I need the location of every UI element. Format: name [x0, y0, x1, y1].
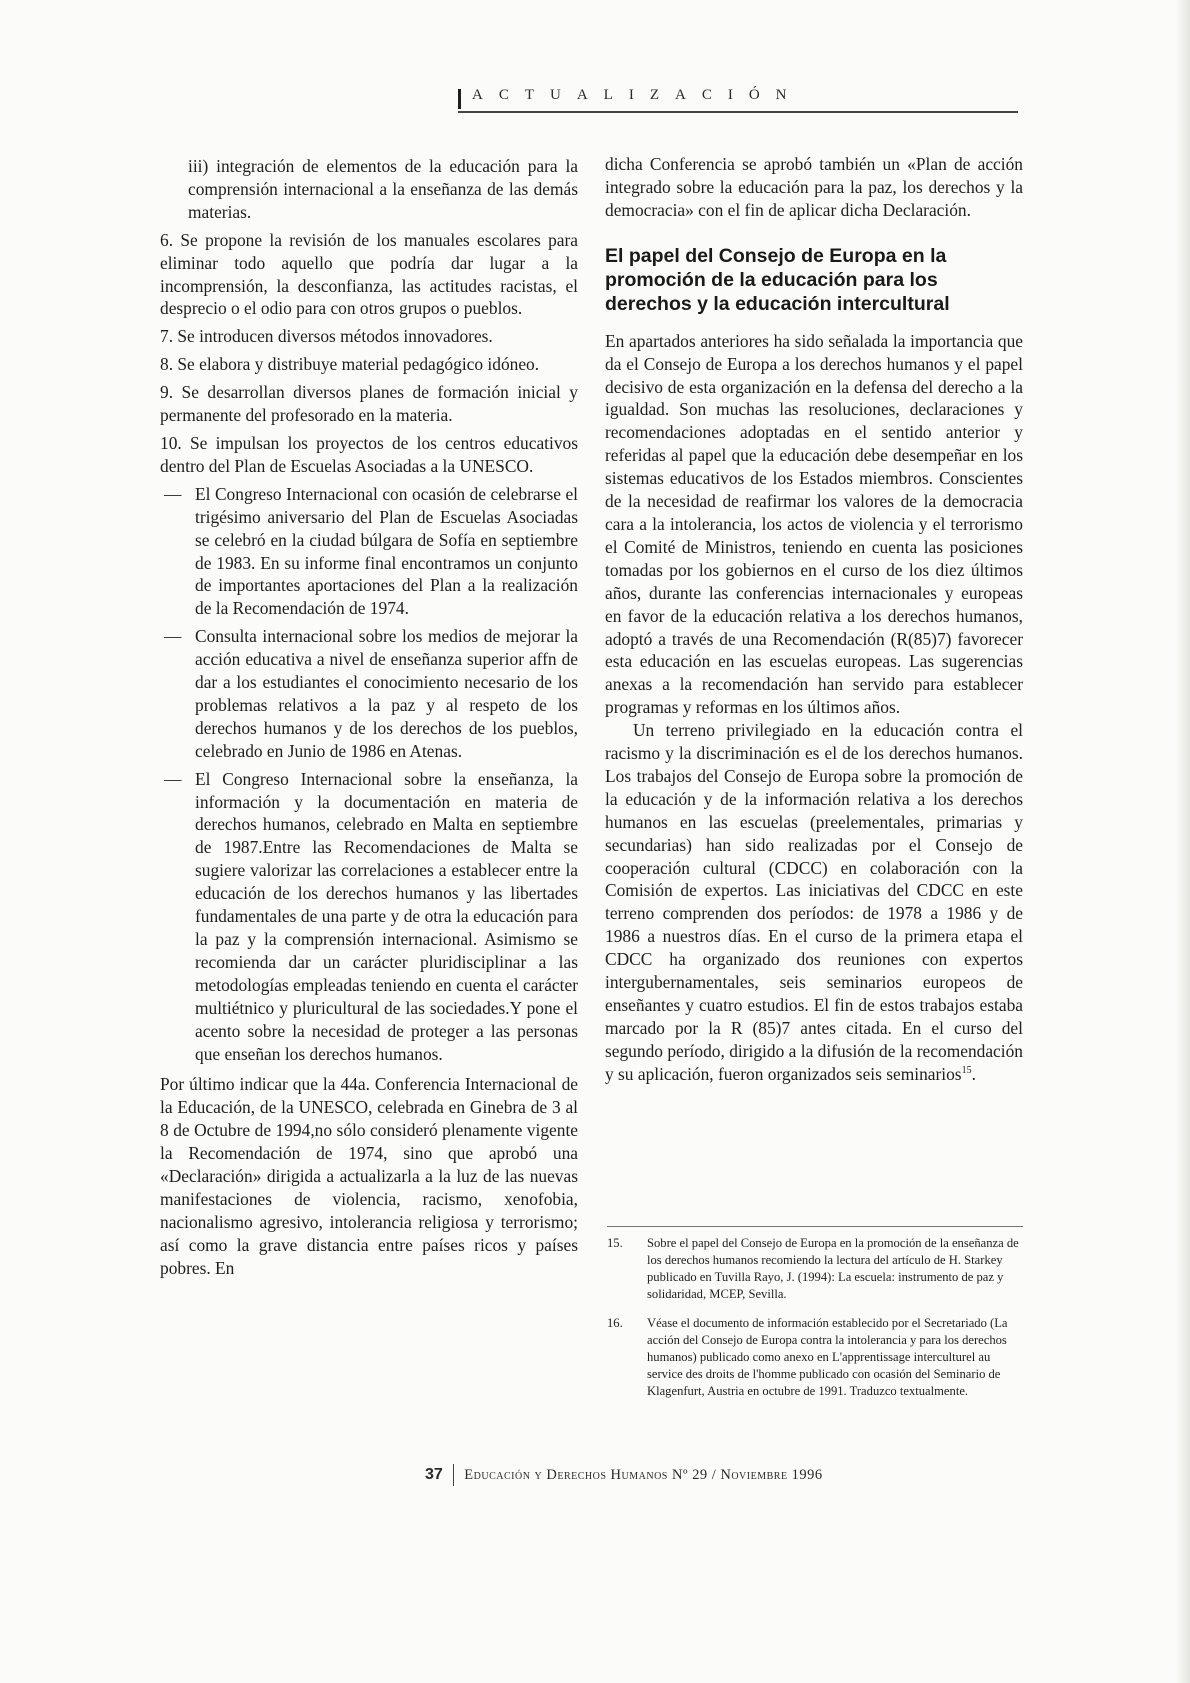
footnote-number: 15. [607, 1236, 623, 1250]
publication-info: Educación y Derechos Humanos Nº 29 / Noviembre 1996 [464, 1467, 823, 1483]
footnote-text: Sobre el papel del Consejo de Europa en la promoción de la enseñanza de los derechos humanos recomiendo la lectura del artículo de H. Starkey publicado en Tuvilla Rayo, J. (1994): La escuela: instrumento de paz y solidaridad, MCEP, Sevilla. [647, 1236, 1019, 1301]
footnote-15 [607, 1235, 1023, 1303]
dash-item-sofia: — El Congreso Internacional con ocasión de celebrarse el trigésimo aniversario del Plan de Escuelas Asociadas se celebró en la ciudad búlgara de Sofía en septiembre de 1983. En su informe final encontramos un conjunto de importantes aportaciones del Plan a la realización de la Recomendación de 1974. [160, 483, 578, 620]
dash-item-atenas: — Consulta internacional sobre los medios de mejorar la acción educativa a nivel de enseñanza superior affn de dar a los estudiantes el conocimiento necesario de los problemas relativos a la paz y al respeto de los derechos humanos y de los derechos de los pueblos, celebrado en Junio de 1986 en Atenas. [160, 625, 578, 762]
footnote-text: Véase el documento de información establecido por el Secretariado (La acción del Consejo de Europa contra la intolerancia y para los derechos humanos) publicado como anexo en L'apprentissage interculturel au service des droits de l'homme publicado con ocasión del Seminario de Klagenfurt, Austria en octubre de 1991. Traduzco textualmente. [647, 1316, 1008, 1398]
header-title: ACTUALIZACIÓN [472, 87, 803, 103]
left-column [160, 155, 578, 1280]
page-footer [425, 1462, 985, 1488]
numbered-item-6: 6. Se propone la revisión de los manuales escolares para eliminar todo aquello que podría dar lugar a la incomprensión, la desconfianza, las actitudes racistas, el desprecio o el odio para con otros grupos o pueblos. [160, 229, 578, 319]
footer-separator [453, 1464, 455, 1486]
header-bar [458, 89, 461, 109]
closing-paragraph: Por último indicar que la 44a. Conferencia Internacional de la Educación, de la UNESCO, celebrada en Ginebra de 3 al 8 de Octubre de 1994,no sólo consideró plenamente vigente la Recomendación de 1974, sino que aprobó una «Declaración» dirigida a actualizarla a la luz de las nuevas manifestaciones de violencia, racismo, xenofobia, nacionalismo agresivo, intolerancia religiosa y terrorismo; así como la grave distancia entre países ricos y países pobres. En [160, 1074, 578, 1278]
page-number: 37 [425, 1466, 443, 1483]
continuation-paragraph: dicha Conferencia se aprobó también un «Plan de acción integrado sobre la educación para la paz, los derechos y la democracia» con el fin de aplicar dicha Declaración. [605, 154, 1023, 220]
numbered-item-9: 9. Se desarrollan diversos planes de formación inicial y permanente del profesorado en la materia. [160, 382, 578, 426]
dash-list [160, 483, 578, 1066]
body-paragraph-2-end: . [971, 1063, 976, 1084]
body-paragraph-1: En apartados anteriores ha sido señalada la importancia que da el Consejo de Europa a los derechos humanos y el papel decisivo de esta organización en la defensa del derecho a la igualdad. Son muchas las resoluciones, declaraciones y recomendaciones adoptadas en el sentido anterior y referidas al papel que la educación debe desempeñar en los sistemas educativos de los Estados miembros. Conscientes de la necesidad de reafirmar los valores de la democracia cara a la intolerancia, los actos de violencia y el terrorismo el Comité de Ministros, teniendo en cuenta las posiciones tomadas por los gobiernos en el curso de los diez últimos años, durante las conferencias internacionales y europeas en favor de la educación relativa a los derechos humanos, adoptó a través de una Recomendación (R(85)7) favorecer esta educación en las escuelas europeas. Las sugerencias anexas a la recomendación han servido para establecer programas y reformas en los últimos años. [605, 330, 1023, 718]
body-paragraph-2 [605, 719, 1023, 1086]
footnotes [607, 1226, 1023, 1412]
header-rule [458, 111, 1018, 113]
numbered-item-8: 8. Se elabora y distribuye material pedagógico idóneo. [160, 354, 540, 375]
list-item-iii: iii) integración de elementos de la educación para la comprensión internacional a la enseñanza de las demás materias. [188, 156, 578, 222]
right-column [605, 153, 1023, 1086]
footnote-ref-15[interactable]: 15 [961, 1064, 972, 1076]
numbered-item-7: 7. Se introducen diversos métodos innovadores. [160, 326, 493, 347]
page-edge-shadow [1176, 0, 1190, 1683]
footnote-16 [607, 1315, 1023, 1400]
section-heading: El papel del Consejo de Europa en la promoción de la educación para los derechos y la educación intercultural [605, 244, 950, 315]
body-paragraph-2-text: Un terreno privilegiado en la educación contra el racismo y la discriminación es el de los derechos humanos. Los trabajos del Consejo de Europa sobre la promoción de la educación y de la información relativa a los derechos humanos en las escuelas (preelementales, primarias y secundarias) han sido realizadas por el Consejo de cooperación cultural (CDCC) en colaboración con la Comisión de expertos. Las iniciativas del CDCC en este terreno comprenden dos períodos: de 1978 a 1986 y de 1986 a nuestros días. En el curso de la primera etapa el CDCC ha organizado dos reuniones con expertos intergubernamentales, seis seminarios europeos de enseñantes y cuatro estudios. El fin de estos trabajos estaba marcado por la R (85)7 antes citada. En el curso del segundo período, dirigido a la difusión de la recomendación y su aplicación, fueron organizados seis seminarios [605, 720, 1023, 1084]
footnote-number: 16. [607, 1316, 623, 1330]
dash-item-malta: — El Congreso Internacional sobre la enseñanza, la información y la documentación en materia de derechos humanos, celebrado en Malta en septiembre de 1987.Entre las Recomendaciones de Malta se sugiere valorizar las correlaciones a establecer entre la educación de los derechos humanos y las libertades fundamentales de una parte y de otra la educación para la paz y la comprensión internacional. Asimismo se recomienda dar un carácter pluridisciplinar a las metodologías empleadas teniendo en cuenta el carácter multiétnico y pluricultural de las sociedades.Y pone el acento sobre la necesidad de proteger a las personas que enseñan los derechos humanos. [160, 768, 578, 1066]
running-header [458, 86, 1018, 112]
numbered-item-10: 10. Se impulsan los proyectos de los centros educativos dentro del Plan de Escuelas Asociadas a la UNESCO. [160, 432, 578, 476]
